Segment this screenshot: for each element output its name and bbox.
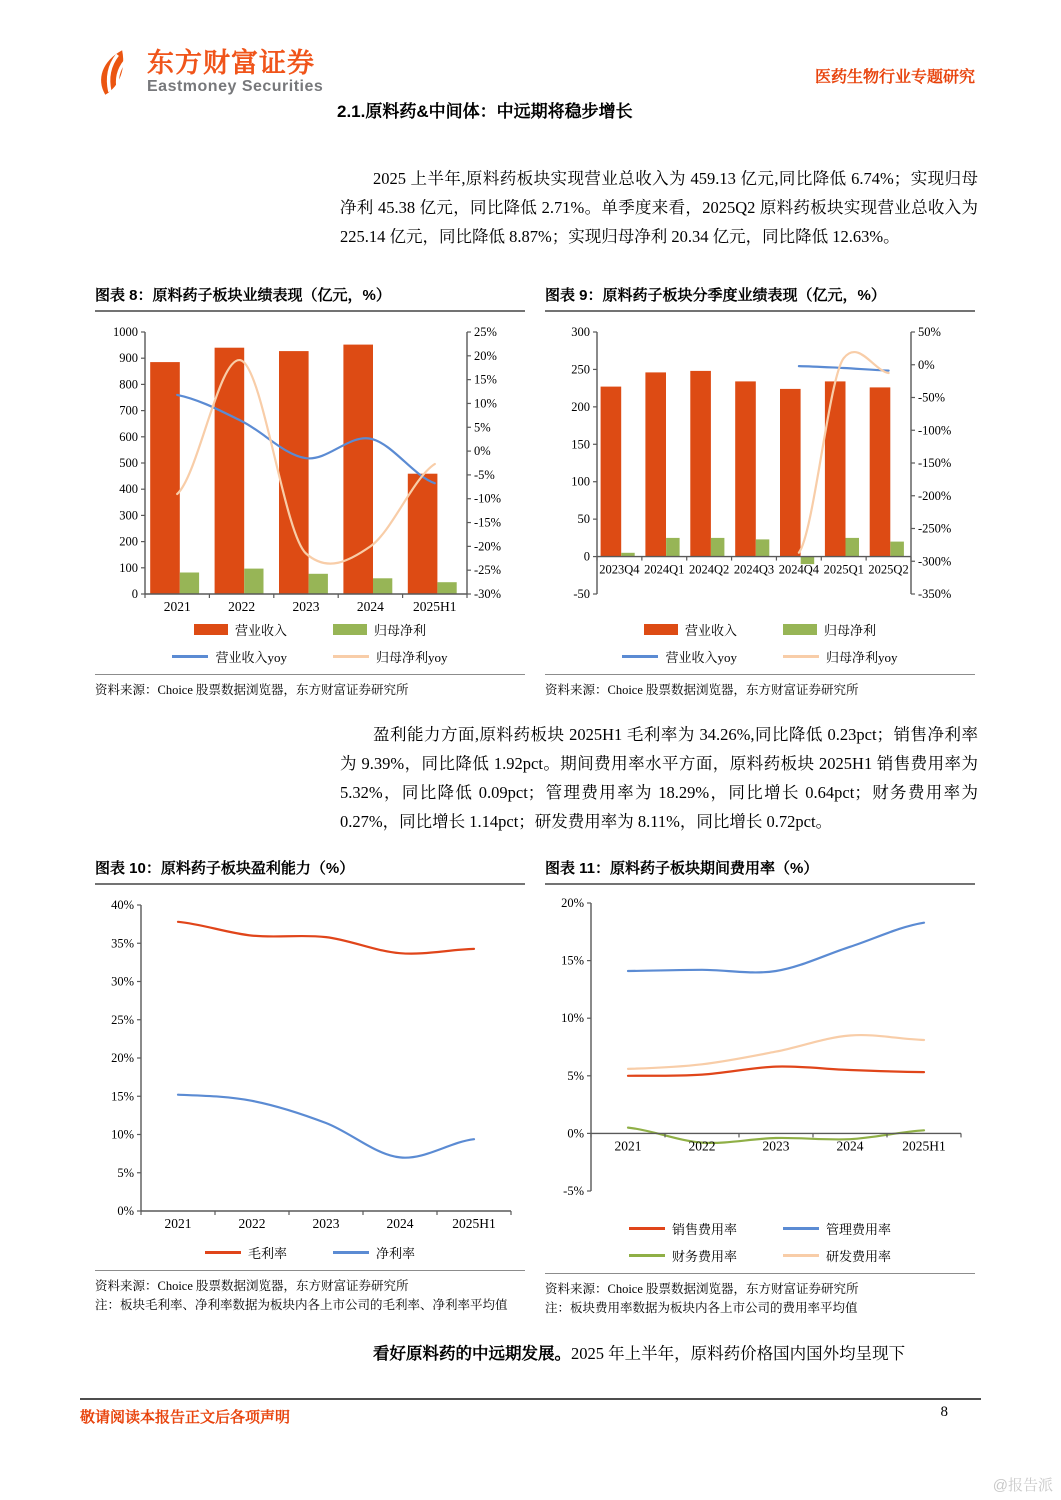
figure-8-source: 资料来源：Choice 股票数据浏览器，东方财富证券研究所: [95, 674, 525, 700]
legend-swatch: [783, 624, 817, 635]
svg-text:2021: 2021: [163, 599, 191, 614]
figure-11-legend: [545, 1219, 975, 1265]
legend-swatch: [783, 1254, 819, 1257]
figure-9-title: 图表 9：原料药子板块分季度业绩表现（亿元，%）: [545, 284, 975, 312]
svg-text:2023Q4: 2023Q4: [599, 562, 640, 577]
svg-text:2023: 2023: [762, 1138, 790, 1154]
svg-text:2025Q2: 2025Q2: [868, 562, 909, 577]
figure-10-chart: [95, 891, 525, 1241]
legend-label: 财务费用率: [671, 1249, 737, 1264]
figure-11-chart: [545, 891, 975, 1217]
legend-label: 归母净利: [374, 623, 427, 638]
svg-text:250: 250: [571, 362, 590, 377]
svg-text:2023: 2023: [292, 599, 320, 614]
svg-text:0%: 0%: [918, 357, 935, 372]
svg-text:0%: 0%: [117, 1204, 134, 1218]
svg-text:2022: 2022: [688, 1138, 716, 1154]
legend-item: [783, 1246, 891, 1265]
legend-item: [194, 620, 287, 639]
brand-logo: [93, 48, 323, 100]
legend-row: [545, 647, 975, 666]
svg-text:20%: 20%: [111, 1051, 134, 1065]
svg-text:5%: 5%: [567, 1068, 584, 1083]
svg-text:20%: 20%: [474, 348, 497, 363]
legend-swatch: [622, 655, 658, 658]
legend-label: 归母净利: [824, 623, 877, 638]
legend-swatch: [172, 655, 208, 658]
watermark: @报告派: [992, 1477, 1053, 1494]
svg-text:-5%: -5%: [474, 467, 495, 482]
svg-text:2024: 2024: [836, 1138, 864, 1154]
legend-label: 营业收入: [234, 623, 287, 638]
svg-text:10%: 10%: [474, 396, 497, 411]
paragraph-3-lead: 看好原料药的中远期发展。: [373, 1344, 571, 1363]
svg-text:20%: 20%: [561, 896, 584, 910]
svg-text:-150%: -150%: [918, 456, 952, 470]
svg-text:-250%: -250%: [918, 521, 952, 536]
legend-swatch: [333, 655, 369, 658]
svg-text:900: 900: [119, 351, 138, 366]
legend-item: [333, 1243, 415, 1262]
svg-text:500: 500: [119, 456, 138, 470]
legend-swatch: [194, 624, 228, 635]
legend-swatch: [783, 655, 819, 658]
svg-text:2022: 2022: [228, 599, 256, 614]
svg-text:2021: 2021: [614, 1138, 642, 1154]
legend-label: 管理费用率: [826, 1222, 892, 1237]
svg-text:-20%: -20%: [474, 539, 502, 554]
svg-text:2023: 2023: [312, 1216, 340, 1231]
legend-swatch: [333, 624, 367, 635]
figure-11-source: 资料来源：Choice 股票数据浏览器，东方财富证券研究所: [545, 1273, 975, 1299]
svg-text:-200%: -200%: [918, 488, 952, 503]
legend-item: [644, 620, 737, 639]
svg-text:40%: 40%: [111, 898, 134, 912]
svg-text:800: 800: [119, 377, 138, 392]
figure-8-legend: [95, 620, 525, 666]
figure-8-title: 图表 8：原料药子板块业绩表现（亿元，%）: [95, 284, 525, 312]
svg-text:-10%: -10%: [474, 491, 502, 506]
svg-text:2024: 2024: [356, 599, 384, 614]
figure-10-legend: [95, 1243, 525, 1262]
figure-9-source: 资料来源：Choice 股票数据浏览器，东方财富证券研究所: [545, 674, 975, 700]
figure-10-note: 注：板块毛利率、净利率数据为板块内各上市公司的毛利率、净利率平均值: [95, 1298, 508, 1312]
legend-row: [545, 620, 975, 639]
svg-text:2025H1: 2025H1: [452, 1216, 496, 1231]
svg-text:2025H1: 2025H1: [902, 1138, 946, 1154]
svg-text:10%: 10%: [561, 1011, 584, 1026]
svg-text:2024: 2024: [386, 1216, 414, 1231]
body-paragraph-2: 盈利能力方面,原料药板块 2025H1 毛利率为 34.26%,同比降低 0.23pct；销售净利率为 9.39%，同比降低 1.92pct。期间费用率水平方面，原料药板块 2025H1 销售费用率为 5.32%，同比降低 0.09pct；管理费用率为 18.29%，同比增长 0.64pct；财务费用率为 0.27%，同比增长 1.14pct；研发费用率为 8.11%，同比增长 0.72pct。: [340, 725, 978, 831]
svg-text:10%: 10%: [111, 1127, 134, 1142]
legend-row: [95, 1243, 525, 1262]
figure-10-source: 资料来源：Choice 股票数据浏览器，东方财富证券研究所: [95, 1270, 525, 1296]
svg-text:-100%: -100%: [918, 423, 952, 438]
svg-text:0: 0: [583, 549, 590, 564]
legend-label: 营业收入yoy: [665, 650, 737, 665]
svg-text:0%: 0%: [567, 1126, 584, 1141]
svg-text:2021: 2021: [164, 1216, 192, 1231]
legend-item: [629, 1219, 737, 1238]
page-number: 8: [940, 1404, 948, 1420]
legend-label: 研发费用率: [826, 1249, 892, 1264]
legend-row: [95, 620, 525, 639]
figure-11-block: [545, 857, 975, 1318]
body-paragraph-1: 2025 上半年,原料药板块实现营业总收入为 459.13 亿元,同比降低 6.74%；实现归母净利 45.38 亿元，同比降低 2.71%。单季度来看，2025Q2 原料药板块实现营业总收入为 225.14 亿元，同比降低 8.87%；实现归母净利 20.34 亿元，同比降低 12.63%。: [340, 169, 978, 246]
figure-11-title: 图表 11：原料药子板块期间费用率（%）: [545, 857, 975, 885]
svg-text:35%: 35%: [111, 936, 134, 951]
brand-subtitle: Eastmoney Securities: [147, 78, 324, 95]
svg-text:300: 300: [119, 508, 138, 523]
legend-label: 毛利率: [247, 1246, 287, 1261]
paragraph-3-text: 2025 年上半年，原料药价格国内国外均呈现下: [571, 1344, 906, 1363]
body-paragraph-3: [340, 1339, 978, 1368]
legend-item: [205, 1243, 287, 1262]
figure-11-note: 注：板块费用率数据为板块内各上市公司的费用率平均值: [545, 1301, 858, 1315]
legend-label: 归母净利yoy: [376, 650, 448, 665]
legend-label: 销售费用率: [671, 1222, 737, 1237]
svg-text:25%: 25%: [111, 1012, 134, 1027]
figure-9-block: [545, 284, 975, 700]
svg-text:-50: -50: [573, 587, 590, 601]
figure-9-legend: [545, 620, 975, 666]
svg-text:-5%: -5%: [563, 1184, 584, 1198]
legend-label: 营业收入yoy: [215, 650, 287, 665]
footer-rule: [80, 1398, 981, 1400]
svg-text:50%: 50%: [918, 325, 941, 339]
svg-text:150: 150: [571, 437, 590, 452]
svg-text:0%: 0%: [474, 444, 491, 459]
figure-10-title: 图表 10：原料药子板块盈利能力（%）: [95, 857, 525, 885]
svg-text:15%: 15%: [111, 1089, 134, 1104]
footer-disclaimer: 敬请阅读本报告正文后各项声明: [80, 1409, 291, 1426]
svg-text:2024Q3: 2024Q3: [733, 562, 775, 577]
svg-text:1000: 1000: [113, 325, 138, 339]
figure-8-chart: [95, 318, 525, 618]
svg-text:0: 0: [131, 587, 138, 601]
figure-9-chart: [545, 318, 975, 618]
figure-10-block: [95, 857, 525, 1315]
svg-text:600: 600: [119, 429, 138, 444]
legend-label: 营业收入: [684, 623, 737, 638]
legend-item: [783, 620, 876, 639]
svg-text:2024Q1: 2024Q1: [644, 562, 685, 577]
svg-text:15%: 15%: [561, 953, 584, 968]
legend-item: [783, 647, 898, 666]
svg-text:5%: 5%: [117, 1165, 134, 1180]
svg-text:200: 200: [571, 399, 590, 414]
svg-text:2024Q2: 2024Q2: [689, 562, 730, 577]
flame-icon: [93, 48, 139, 100]
legend-row: [545, 1219, 975, 1238]
svg-text:100: 100: [571, 474, 590, 489]
svg-text:-300%: -300%: [918, 554, 952, 569]
svg-text:25%: 25%: [474, 325, 497, 339]
svg-text:-50%: -50%: [918, 390, 946, 405]
svg-text:200: 200: [119, 534, 138, 549]
svg-text:50: 50: [577, 512, 590, 527]
svg-text:300: 300: [571, 325, 590, 339]
legend-item: [629, 1246, 737, 1265]
section-title: 2.1.原料药&中间体：中远期将稳步增长: [337, 102, 633, 121]
figure-8-block: [95, 284, 525, 700]
legend-label: 净利率: [376, 1246, 416, 1261]
legend-swatch: [629, 1227, 665, 1230]
legend-swatch: [205, 1251, 241, 1254]
svg-text:700: 700: [119, 403, 138, 418]
legend-swatch: [629, 1254, 665, 1257]
legend-row: [545, 1246, 975, 1265]
svg-text:2025H1: 2025H1: [413, 599, 457, 614]
svg-text:2025Q1: 2025Q1: [823, 562, 864, 577]
svg-text:2022: 2022: [238, 1216, 266, 1231]
legend-swatch: [644, 624, 678, 635]
svg-text:400: 400: [119, 482, 138, 497]
legend-label: 归母净利yoy: [826, 650, 898, 665]
report-category-label: 医药生物行业专题研究: [814, 69, 975, 86]
legend-row: [95, 647, 525, 666]
svg-text:-25%: -25%: [474, 563, 502, 578]
svg-text:-15%: -15%: [474, 515, 502, 530]
legend-swatch: [333, 1251, 369, 1254]
legend-item: [172, 647, 287, 666]
svg-text:100: 100: [119, 560, 138, 575]
svg-text:-350%: -350%: [918, 587, 952, 601]
svg-text:30%: 30%: [111, 974, 134, 989]
svg-text:5%: 5%: [474, 420, 491, 435]
svg-text:-30%: -30%: [474, 587, 502, 601]
brand-name: 东方财富证券: [147, 48, 315, 78]
legend-item: [333, 647, 448, 666]
svg-text:2024Q4: 2024Q4: [778, 562, 819, 577]
legend-swatch: [783, 1227, 819, 1230]
legend-item: [622, 647, 737, 666]
svg-text:15%: 15%: [474, 372, 497, 387]
legend-item: [783, 1219, 891, 1238]
legend-item: [333, 620, 426, 639]
